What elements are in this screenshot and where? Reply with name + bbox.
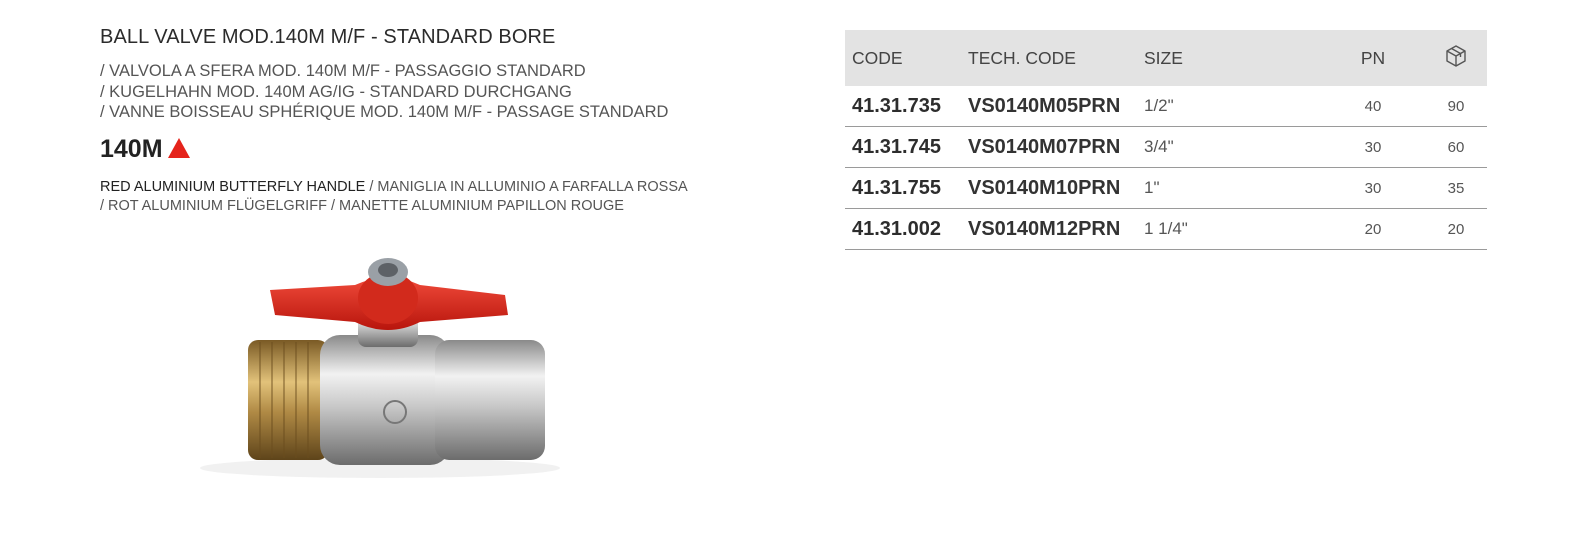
cell-code: 41.31.735	[845, 86, 961, 127]
table-row	[845, 127, 1487, 168]
cell-tech-code: VS0140M10PRN	[961, 168, 1137, 209]
header-tech-code: TECH. CODE	[961, 30, 1137, 86]
translation-de: / KUGELHAHN MOD. 140M AG/IG - STANDARD DURCHGANG	[100, 82, 572, 101]
cell-box: 20	[1425, 209, 1487, 250]
red-triangle-icon	[168, 138, 190, 158]
cell-tech-code: VS0140M07PRN	[961, 127, 1137, 168]
cell-size: 1/2"	[1137, 86, 1321, 127]
handle-it: / MANIGLIA IN ALLUMINIO A FARFALLA ROSSA	[365, 178, 688, 195]
cell-box: 60	[1425, 127, 1487, 168]
cell-code: 41.31.745	[845, 127, 961, 168]
table-row	[845, 168, 1487, 209]
table-row	[845, 209, 1487, 250]
handle-description	[100, 178, 740, 216]
model-name: 140M	[100, 134, 163, 163]
product-table	[845, 30, 1487, 250]
table-row	[845, 86, 1487, 127]
translation-fr: / VANNE BOISSEAU SPHÉRIQUE MOD. 140M M/F - PASSAGE STANDARD	[100, 103, 669, 121]
cell-pn: 30	[1321, 127, 1425, 168]
cell-size: 1"	[1137, 168, 1321, 209]
handle-description-line1	[100, 178, 740, 197]
cell-box: 90	[1425, 86, 1487, 127]
table-header-row	[845, 30, 1487, 86]
cell-tech-code: VS0140M05PRN	[961, 86, 1137, 127]
handle-main: RED ALUMINIUM BUTTERFLY HANDLE	[100, 178, 366, 195]
product-info	[100, 26, 740, 216]
model-label	[100, 135, 740, 164]
translation-it: / VALVOLA A SFERA MOD. 140M M/F - PASSAGGIO STANDARD	[100, 62, 586, 80]
header-size: SIZE	[1137, 30, 1321, 86]
cell-pn: 30	[1321, 168, 1425, 209]
cell-code: 41.31.002	[845, 209, 961, 250]
header-box	[1425, 30, 1487, 86]
cell-size: 3/4"	[1137, 127, 1321, 168]
header-pn: PN	[1321, 30, 1425, 86]
handle-description-line2: / ROT ALUMINIUM FLÜGELGRIFF / MANETTE ALUMINIUM PAPILLON ROUGE	[100, 197, 624, 214]
cell-size: 1 1/4"	[1137, 209, 1321, 250]
ball-valve-icon	[180, 240, 580, 490]
cell-box: 35	[1425, 168, 1487, 209]
product-title: BALL VALVE MOD.140M M/F - STANDARD BORE	[100, 26, 556, 48]
cell-pn: 20	[1321, 209, 1425, 250]
cell-pn: 40	[1321, 86, 1425, 127]
cell-code: 41.31.755	[845, 168, 961, 209]
header-code: CODE	[845, 30, 961, 86]
package-box-icon	[1444, 44, 1468, 68]
ball-valve-image	[180, 240, 580, 490]
cell-tech-code: VS0140M12PRN	[961, 209, 1137, 250]
